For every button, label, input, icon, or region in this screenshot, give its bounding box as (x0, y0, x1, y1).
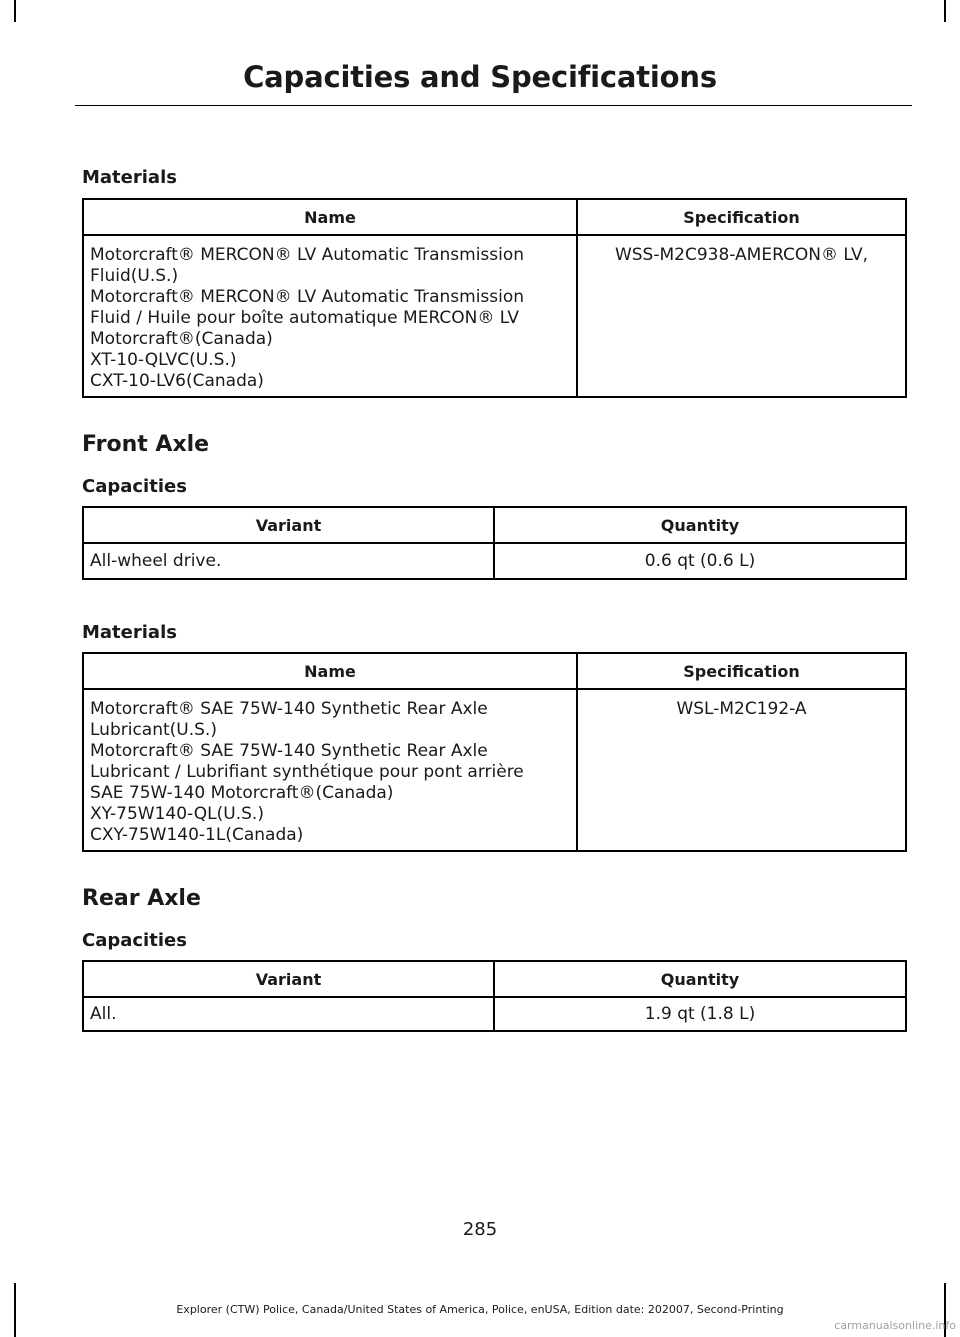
crop-mark-top-left (14, 0, 16, 22)
table-row (83, 689, 906, 851)
table-row (83, 543, 906, 579)
table-header-row (83, 507, 906, 543)
front-axle-capacities-table (82, 506, 907, 580)
material-name-line: Motorcraft® SAE 75W-140 Synthetic Rear Axle (90, 699, 488, 719)
column-header-quantity: Quantity (494, 507, 906, 543)
rear-axle-capacities-heading: Capacities (82, 930, 187, 951)
quantity-cell: 1.9 qt (1.8 L) (494, 997, 906, 1031)
footer-edition-info: Explorer (CTW) Police, Canada/United States of America, Police, enUSA, Edition date: 202007, Second-Printing (176, 1303, 784, 1316)
column-header-quantity: Quantity (494, 961, 906, 997)
material-name-line: Fluid / Huile pour boîte automatique MERCON® LV (90, 308, 520, 328)
front-axle-materials-heading: Materials (82, 622, 177, 643)
table-header-row (83, 199, 906, 235)
material-name-line: Motorcraft®(Canada) (90, 329, 273, 349)
variant-cell: All. (83, 997, 494, 1031)
material-name-line: XY-75W140-QL(U.S.) (90, 804, 264, 824)
table-header-row (83, 653, 906, 689)
rear-axle-title: Rear Axle (82, 886, 201, 911)
transmission-materials-table (82, 198, 907, 398)
material-name-line: SAE 75W-140 Motorcraft®(Canada) (90, 783, 394, 803)
table-header-row (83, 961, 906, 997)
column-header-variant: Variant (83, 961, 494, 997)
material-name-line: Motorcraft® MERCON® LV Automatic Transmission (90, 287, 525, 307)
material-name-line: Motorcraft® SAE 75W-140 Synthetic Rear Axle (90, 741, 488, 761)
column-header-specification: Specification (577, 199, 906, 235)
material-specification-cell: WSL-M2C192-A (577, 689, 906, 851)
material-name-line: Motorcraft® MERCON® LV Automatic Transmission (90, 245, 525, 265)
variant-cell: All-wheel drive. (83, 543, 494, 579)
column-header-name: Name (83, 653, 577, 689)
material-name-line: CXT-10-LV6(Canada) (90, 371, 264, 391)
page-title: Capacities and Specifications (243, 60, 717, 94)
column-header-name: Name (83, 199, 577, 235)
watermark: carmanualsonline.info (834, 1319, 956, 1332)
title-divider (75, 105, 912, 106)
material-specification-cell: WSS-M2C938-AMERCON® LV, (577, 235, 906, 397)
front-axle-title: Front Axle (82, 432, 210, 457)
material-name-cell (83, 689, 577, 851)
front-axle-capacities-heading: Capacities (82, 476, 187, 497)
crop-mark-top-right (944, 0, 946, 22)
material-name-line: Fluid(U.S.) (90, 266, 179, 286)
front-axle-materials-table (82, 652, 907, 852)
material-name-line: XT-10-QLVC(U.S.) (90, 350, 237, 370)
material-name-line: Lubricant(U.S.) (90, 720, 217, 740)
rear-axle-capacities-table (82, 960, 907, 1032)
table-row (83, 235, 906, 397)
column-header-variant: Variant (83, 507, 494, 543)
material-name-cell (83, 235, 577, 397)
quantity-cell: 0.6 qt (0.6 L) (494, 543, 906, 579)
material-name-line: Lubricant / Lubrifiant synthétique pour pont arrière (90, 762, 524, 782)
page-number: 285 (462, 1219, 498, 1240)
materials-heading: Materials (82, 167, 177, 188)
material-name-line: CXY-75W140-1L(Canada) (90, 825, 304, 845)
column-header-specification: Specification (577, 653, 906, 689)
table-row (83, 997, 906, 1031)
